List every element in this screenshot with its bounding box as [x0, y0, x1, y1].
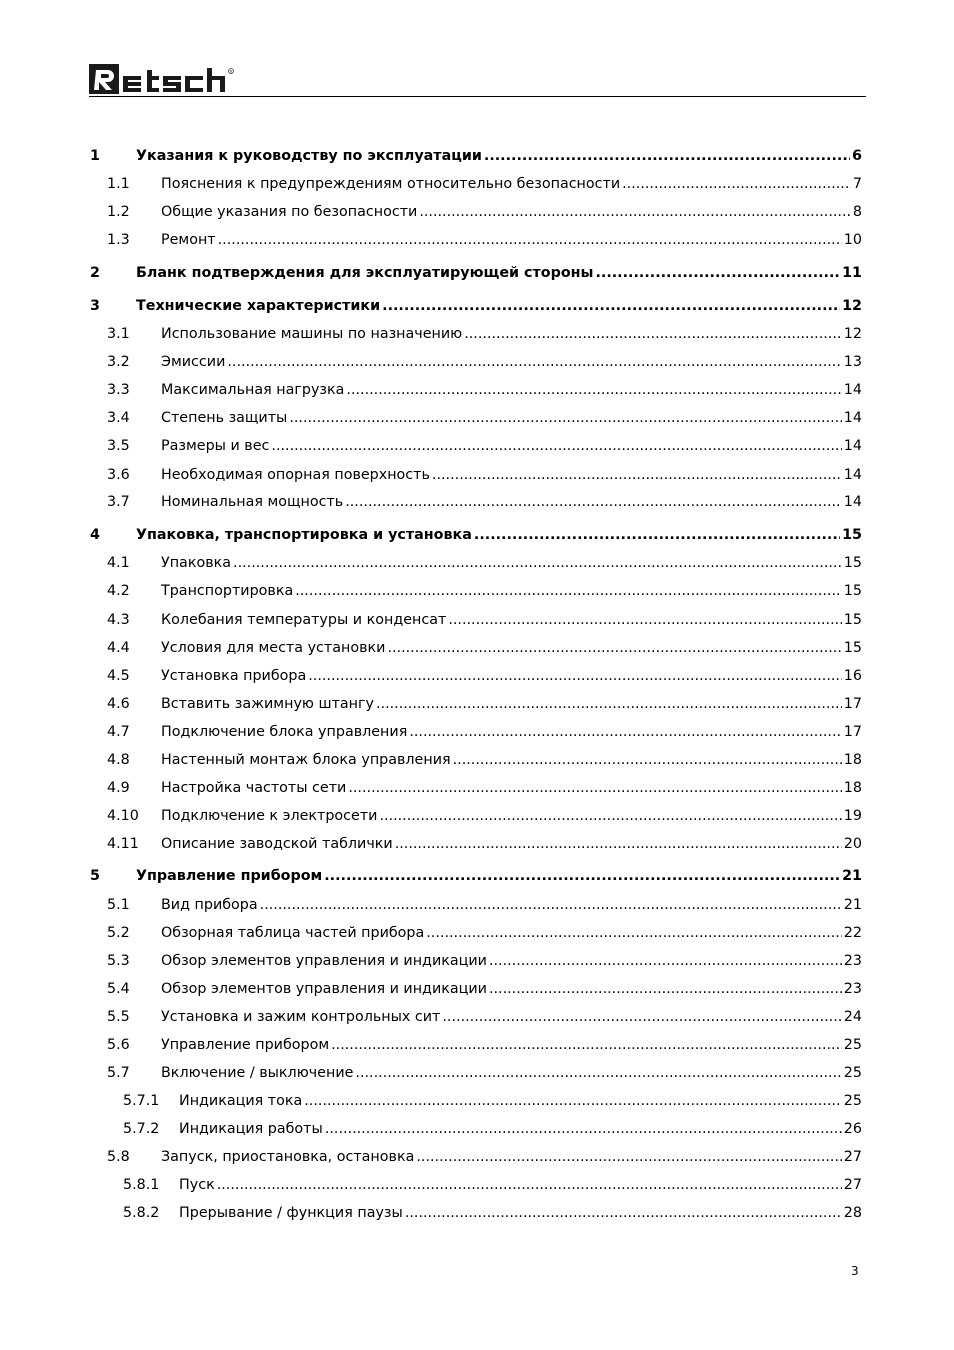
- toc-entry-number: 4.11: [107, 836, 139, 852]
- toc-entry-title[interactable]: Обзор элементов управления и индикации: [161, 953, 487, 969]
- toc-entry[interactable]: [0, 1174, 954, 1196]
- toc-entry[interactable]: [0, 1090, 954, 1112]
- toc-entry-page[interactable]: 15: [843, 555, 862, 571]
- toc-entry-line: [179, 1174, 862, 1196]
- toc-entry-page[interactable]: 25: [843, 1065, 862, 1081]
- toc-entry[interactable]: [0, 609, 954, 631]
- toc-entry[interactable]: [0, 833, 954, 855]
- toc-entry-title[interactable]: Вид прибора: [161, 897, 258, 913]
- toc-entry-number: 4.2: [107, 583, 130, 599]
- toc-entry-title[interactable]: Прерывание / функция паузы: [179, 1205, 403, 1221]
- toc-entry-page[interactable]: 25: [843, 1093, 862, 1109]
- toc-entry-line: [161, 435, 862, 457]
- toc-entry-line: [161, 407, 862, 429]
- toc-entry-title[interactable]: Установка прибора: [161, 668, 307, 684]
- toc-entry-title[interactable]: Колебания температуры и конденсат: [161, 612, 447, 628]
- toc-dot-leader: [595, 262, 840, 284]
- toc-entry-number: 5.7: [107, 1065, 130, 1081]
- toc-dot-leader: [355, 1062, 841, 1084]
- toc-dot-leader: [474, 524, 840, 546]
- toc-entry-title[interactable]: Условия для места установки: [161, 640, 386, 656]
- toc-entry-page[interactable]: 15: [843, 612, 862, 628]
- toc-entry-page[interactable]: 13: [843, 354, 862, 370]
- toc-entry-number: 3.1: [107, 326, 130, 342]
- toc-entry-number: 5.1: [107, 897, 130, 913]
- toc-entry-title[interactable]: Общие указания по безопасности: [161, 204, 418, 220]
- toc-entry-line: [136, 865, 862, 887]
- toc-dot-leader: [348, 777, 841, 799]
- toc-entry[interactable]: [0, 922, 954, 944]
- toc-entry-number: 3.3: [107, 382, 130, 398]
- toc-entry-page[interactable]: 24: [843, 1009, 862, 1025]
- toc-entry-line: [161, 351, 862, 373]
- toc-entry-title[interactable]: Описание заводской таблички: [161, 836, 393, 852]
- toc-entry-page[interactable]: 11: [842, 265, 862, 281]
- toc-entry-number: 3.4: [107, 410, 130, 426]
- toc-entry-page[interactable]: 8: [852, 204, 862, 220]
- toc-dot-leader: [218, 229, 842, 251]
- toc-entry-number: 5.7.2: [123, 1121, 160, 1137]
- toc-entry-title[interactable]: Степень защиты: [161, 410, 288, 426]
- toc-dot-leader: [376, 693, 842, 715]
- toc-entry-number: 5.6: [107, 1037, 130, 1053]
- toc-dot-leader: [345, 491, 842, 513]
- toc-entry-page[interactable]: 14: [843, 494, 862, 510]
- toc-dot-leader: [419, 201, 851, 223]
- toc-entry-line: [161, 552, 862, 574]
- toc-entry-page[interactable]: 25: [843, 1037, 862, 1053]
- toc-entry-title[interactable]: Необходимая опорная поверхность: [161, 467, 430, 483]
- page-number: 3: [851, 1264, 859, 1278]
- toc-entry-page[interactable]: 27: [843, 1177, 862, 1193]
- toc-entry-line: [179, 1090, 862, 1112]
- toc-entry-title[interactable]: Указания к руководству по эксплуатации: [136, 148, 482, 164]
- toc-entry-number: 4.10: [107, 808, 139, 824]
- toc-entry-title[interactable]: Обзорная таблица частей прибора: [161, 925, 425, 941]
- toc-entry-number: 1.3: [107, 232, 130, 248]
- toc-entry[interactable]: [0, 865, 954, 887]
- toc-entry-page[interactable]: 12: [843, 326, 862, 342]
- toc-entry-number: 4: [90, 527, 100, 543]
- toc-entry-number: 3.5: [107, 438, 130, 454]
- toc-dot-leader: [489, 978, 842, 1000]
- toc-entry-title[interactable]: Управление прибором: [136, 868, 323, 884]
- toc-entry-number: 4.4: [107, 640, 130, 656]
- toc-dot-leader: [416, 1146, 841, 1168]
- toc-dot-leader: [308, 665, 842, 687]
- toc-entry-number: 5.3: [107, 953, 130, 969]
- toc-entry-title[interactable]: Упаковка, транспортировка и установка: [136, 527, 472, 543]
- toc-entry[interactable]: [0, 435, 954, 457]
- toc-entry-title[interactable]: Установка и зажим контрольных сит: [161, 1009, 441, 1025]
- toc-entry-line: [136, 295, 862, 317]
- toc-entry[interactable]: [0, 229, 954, 251]
- toc-entry-title[interactable]: Включение / выключение: [161, 1065, 354, 1081]
- toc-entry-page[interactable]: 20: [843, 836, 862, 852]
- toc-dot-leader: [442, 1006, 841, 1028]
- toc-entry[interactable]: [0, 1118, 954, 1140]
- toc-entry-line: [161, 665, 862, 687]
- toc-entry[interactable]: [0, 524, 954, 546]
- toc-entry-number: 1.1: [107, 176, 130, 192]
- toc-entry-number: 2: [90, 265, 100, 281]
- toc-dot-leader: [227, 351, 841, 373]
- toc-entry-page[interactable]: 17: [843, 724, 862, 740]
- toc-entry-line: [161, 777, 862, 799]
- toc-dot-leader: [233, 552, 842, 574]
- toc-entry-line: [161, 1146, 862, 1168]
- toc-entry[interactable]: [0, 721, 954, 743]
- toc-entry[interactable]: [0, 1202, 954, 1224]
- toc-entry-line: [161, 894, 862, 916]
- toc-entry[interactable]: [0, 201, 954, 223]
- toc-entry-line: [161, 491, 862, 513]
- toc-entry-page[interactable]: 27: [843, 1149, 862, 1165]
- toc-entry[interactable]: [0, 1062, 954, 1084]
- toc-entry-line: [161, 379, 862, 401]
- toc-entry-number: 5.7.1: [123, 1093, 160, 1109]
- toc-dot-leader: [324, 865, 840, 887]
- toc-entry[interactable]: [0, 805, 954, 827]
- toc-dot-leader: [387, 637, 841, 659]
- toc-entry-number: 4.5: [107, 668, 130, 684]
- toc-entry[interactable]: [0, 1006, 954, 1028]
- toc-dot-leader: [426, 922, 842, 944]
- toc-entry-page[interactable]: 23: [843, 981, 862, 997]
- toc-entry-line: [161, 229, 862, 251]
- toc-entry-page[interactable]: 18: [843, 752, 862, 768]
- toc-entry-page[interactable]: 18: [843, 780, 862, 796]
- toc-entry-line: [161, 464, 862, 486]
- toc-dot-leader: [432, 464, 842, 486]
- toc-entry[interactable]: [0, 379, 954, 401]
- toc-entry[interactable]: [0, 1034, 954, 1056]
- toc-entry-page[interactable]: 22: [843, 925, 862, 941]
- toc-entry-line: [161, 173, 862, 195]
- toc-entry-page[interactable]: 14: [843, 410, 862, 426]
- toc-entry-line: [136, 524, 862, 546]
- toc-entry-number: 4.3: [107, 612, 130, 628]
- toc-entry-number: 4.9: [107, 780, 130, 796]
- toc-entry-title[interactable]: Ремонт: [161, 232, 216, 248]
- toc-entry-title[interactable]: Запуск, приостановка, остановка: [161, 1149, 415, 1165]
- toc-entry[interactable]: [0, 407, 954, 429]
- toc-entry[interactable]: [0, 777, 954, 799]
- toc-entry[interactable]: [0, 693, 954, 715]
- toc-entry-number: 5: [90, 868, 100, 884]
- toc-entry-title[interactable]: Подключение блока управления: [161, 724, 408, 740]
- toc-entry-line: [161, 1062, 862, 1084]
- toc-entry-number: 5.8.2: [123, 1205, 160, 1221]
- toc-entry-page[interactable]: 7: [852, 176, 862, 192]
- toc-entry-title[interactable]: Пуск: [179, 1177, 215, 1193]
- toc-entry-number: 1: [90, 148, 100, 164]
- toc-entry-line: [161, 833, 862, 855]
- toc-entry-number: 3.6: [107, 467, 130, 483]
- toc-entry-number: 5.5: [107, 1009, 130, 1025]
- toc-entry-number: 3.7: [107, 494, 130, 510]
- toc-entry[interactable]: [0, 580, 954, 602]
- toc-entry-page[interactable]: 17: [843, 696, 862, 712]
- toc-entry[interactable]: [0, 894, 954, 916]
- toc-entry-number: 3.2: [107, 354, 130, 370]
- toc-entry-title[interactable]: Обзор элементов управления и индикации: [161, 981, 487, 997]
- toc-entry-number: 5.4: [107, 981, 130, 997]
- toc-entry-number: 4.8: [107, 752, 130, 768]
- toc-dot-leader: [464, 323, 842, 345]
- toc-entry-page[interactable]: 19: [843, 808, 862, 824]
- toc-entry[interactable]: [0, 351, 954, 373]
- toc-entry-line: [161, 1006, 862, 1028]
- toc-entry-line: [161, 580, 862, 602]
- toc-dot-leader: [295, 580, 842, 602]
- toc-entry-line: [161, 805, 862, 827]
- toc-entry-page[interactable]: 15: [843, 640, 862, 656]
- toc-dot-leader: [405, 1202, 842, 1224]
- toc-entry-number: 5.8: [107, 1149, 130, 1165]
- toc-entry[interactable]: [0, 950, 954, 972]
- toc-entry-title[interactable]: Пояснения к предупреждениям относительно безопасности: [161, 176, 621, 192]
- toc-dot-leader: [379, 805, 841, 827]
- toc-entry-line: [179, 1118, 862, 1140]
- toc-entry-line: [161, 950, 862, 972]
- toc-entry-title[interactable]: Использование машины по назначению: [161, 326, 463, 342]
- toc-entry-number: 4.7: [107, 724, 130, 740]
- toc-entry-line: [161, 978, 862, 1000]
- toc-entry-line: [161, 1034, 862, 1056]
- toc-entry[interactable]: [0, 665, 954, 687]
- toc-entry-line: [136, 145, 862, 167]
- toc-entry-title[interactable]: Индикация работы: [179, 1121, 323, 1137]
- toc-entry-page[interactable]: 6: [852, 148, 862, 164]
- toc-entry-title[interactable]: Управление прибором: [161, 1037, 330, 1053]
- toc-entry-page[interactable]: 16: [843, 668, 862, 684]
- toc-dot-leader: [271, 435, 841, 457]
- toc-entry[interactable]: [0, 552, 954, 574]
- toc-entry-number: 4.6: [107, 696, 130, 712]
- toc-entry-title[interactable]: Вставить зажимную штангу: [161, 696, 374, 712]
- toc-entry-title[interactable]: Бланк подтверждения для эксплуатирующей стороны: [136, 265, 594, 281]
- toc-dot-leader: [331, 1034, 842, 1056]
- toc-dot-leader: [448, 609, 841, 631]
- toc-dot-leader: [453, 749, 842, 771]
- toc-dot-leader: [325, 1118, 842, 1140]
- toc-entry[interactable]: [0, 323, 954, 345]
- toc-entry-line: [136, 262, 862, 284]
- toc-dot-leader: [395, 833, 842, 855]
- toc-entry-line: [161, 922, 862, 944]
- toc-dot-leader: [289, 407, 841, 429]
- toc-entry-page[interactable]: 15: [842, 527, 862, 543]
- toc-entry[interactable]: [0, 173, 954, 195]
- toc-dot-leader: [484, 145, 850, 167]
- toc-entry[interactable]: [0, 637, 954, 659]
- toc-entry-title[interactable]: Транспортировка: [161, 583, 294, 599]
- toc-entry-number: 3: [90, 298, 100, 314]
- toc-entry[interactable]: [0, 978, 954, 1000]
- toc-dot-leader: [217, 1174, 842, 1196]
- toc-entry[interactable]: [0, 262, 954, 284]
- toc-entry-title[interactable]: Технические характеристики: [136, 298, 381, 314]
- toc-entry-line: [161, 693, 862, 715]
- toc-entry[interactable]: [0, 491, 954, 513]
- toc-entry-title[interactable]: Максимальная нагрузка: [161, 382, 345, 398]
- toc-entry-number: 1.2: [107, 204, 130, 220]
- toc-entry-page[interactable]: 26: [843, 1121, 862, 1137]
- toc-entry-line: [161, 749, 862, 771]
- toc-dot-leader: [622, 173, 851, 195]
- toc-entry-page[interactable]: 14: [843, 382, 862, 398]
- toc-entry-title[interactable]: Настенный монтаж блока управления: [161, 752, 451, 768]
- header-rule: [89, 96, 866, 97]
- toc-entry-page[interactable]: 21: [842, 868, 862, 884]
- toc-entry[interactable]: [0, 749, 954, 771]
- toc-entry-page[interactable]: 10: [843, 232, 862, 248]
- toc-entry[interactable]: [0, 464, 954, 486]
- toc-entry-page[interactable]: 23: [843, 953, 862, 969]
- toc-dot-leader: [409, 721, 841, 743]
- svg-text:R: R: [229, 69, 233, 74]
- toc-entry-page[interactable]: 28: [843, 1205, 862, 1221]
- toc-entry-title[interactable]: Упаковка: [161, 555, 232, 571]
- toc-entry-title[interactable]: Эмиссии: [161, 354, 226, 370]
- toc-entry[interactable]: [0, 295, 954, 317]
- toc-entry-number: 5.8.1: [123, 1177, 160, 1193]
- toc-entry-title[interactable]: Размеры и вес: [161, 438, 270, 454]
- toc-entry-line: [161, 609, 862, 631]
- toc-entry-page[interactable]: 12: [842, 298, 862, 314]
- toc-entry-title[interactable]: Подключение к электросети: [161, 808, 378, 824]
- toc-entry[interactable]: [0, 145, 954, 167]
- toc-dot-leader: [346, 379, 841, 401]
- toc-entry-number: 5.2: [107, 925, 130, 941]
- toc-entry-title[interactable]: Настройка частоты сети: [161, 780, 347, 796]
- toc-entry-title[interactable]: Индикация тока: [179, 1093, 303, 1109]
- toc-dot-leader: [260, 894, 842, 916]
- toc-entry-page[interactable]: 21: [843, 897, 862, 913]
- toc-entry[interactable]: [0, 1146, 954, 1168]
- toc-entry-line: [179, 1202, 862, 1224]
- toc-entry-page[interactable]: 14: [843, 438, 862, 454]
- toc-dot-leader: [304, 1090, 842, 1112]
- toc-entry-number: 4.1: [107, 555, 130, 571]
- retsch-logo: [89, 62, 259, 96]
- toc-entry-line: [161, 637, 862, 659]
- toc-entry-page[interactable]: 15: [843, 583, 862, 599]
- toc-entry-line: [161, 323, 862, 345]
- toc-entry-line: [161, 201, 862, 223]
- toc-entry-title[interactable]: Номинальная мощность: [161, 494, 344, 510]
- toc-dot-leader: [382, 295, 840, 317]
- toc-entry-line: [161, 721, 862, 743]
- toc-entry-page[interactable]: 14: [843, 467, 862, 483]
- toc-dot-leader: [489, 950, 842, 972]
